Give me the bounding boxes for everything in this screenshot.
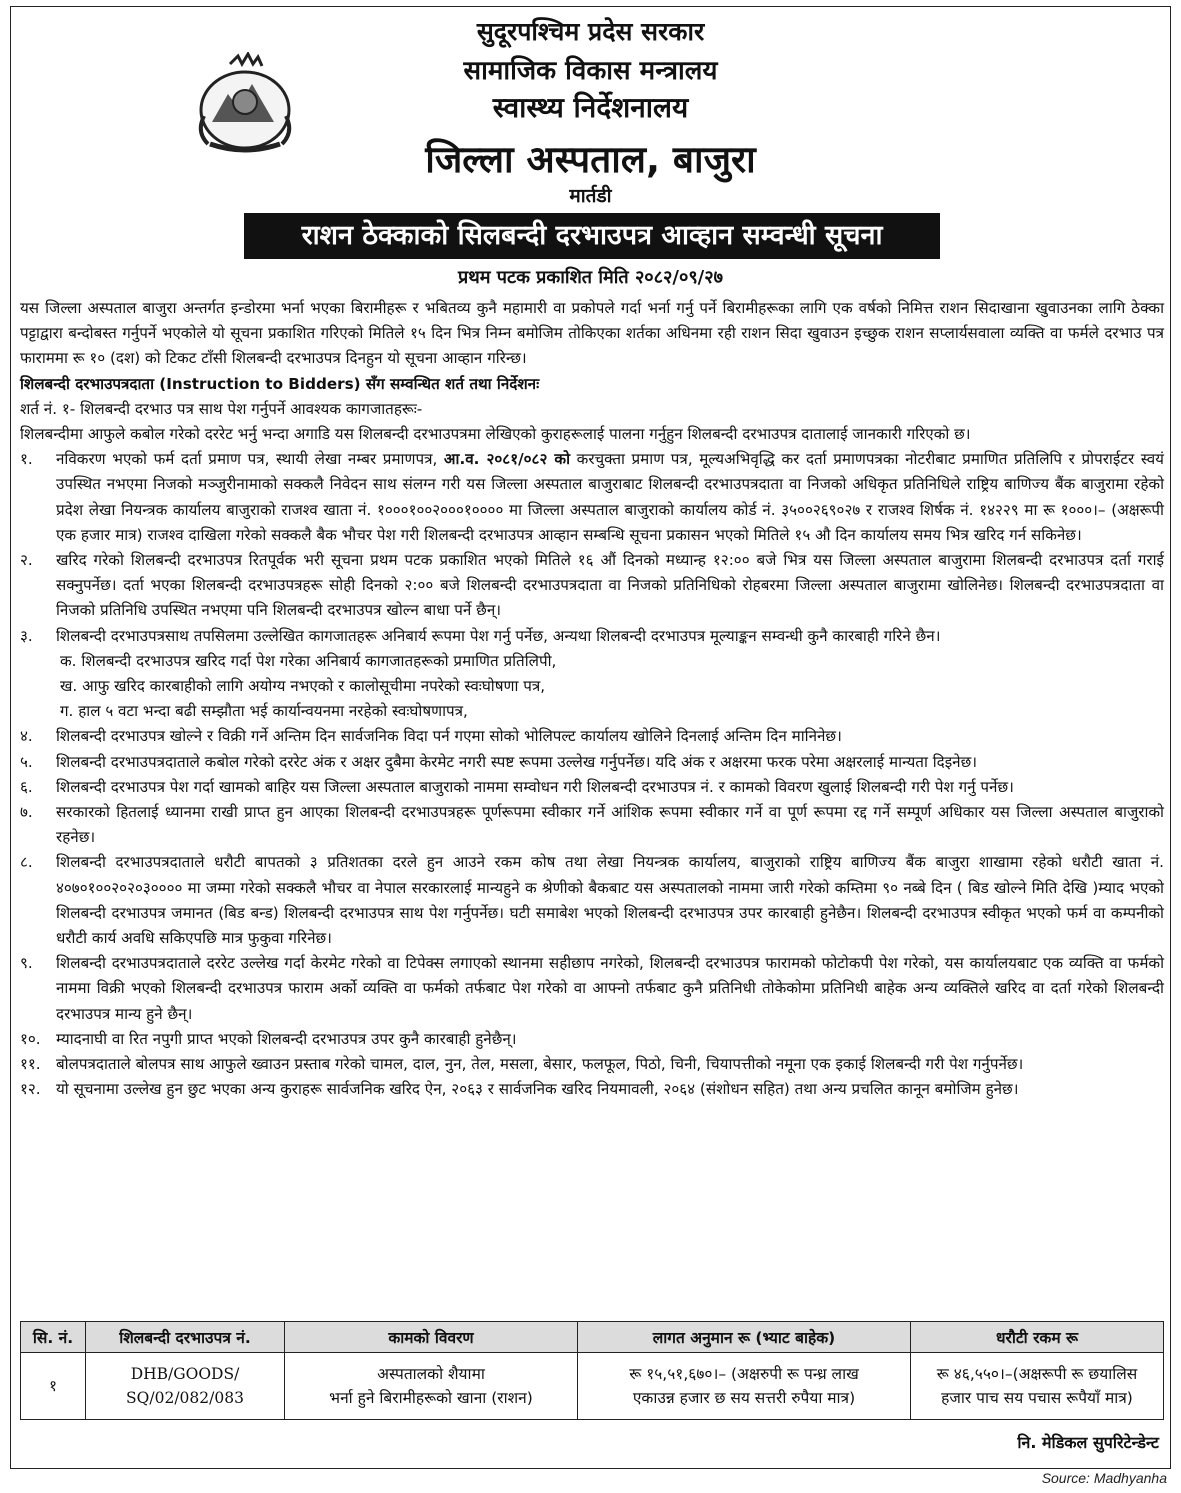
item-number: ११.: [20, 1055, 41, 1074]
list-item: [20, 1027, 1164, 1052]
sub-item: ग. हाल ५ वटा भन्दा बढी सम्झौता भई कार्यान्वयनमा नरहेको स्वःघोषणापत्र,: [60, 702, 468, 721]
item-number: ३.: [20, 626, 33, 645]
col-bid-number: शिलबन्दी दरभाउपत्र नं.: [86, 1322, 285, 1353]
item-number: २.: [20, 551, 33, 570]
item-text: म्यादनाघी वा रित नपुगी प्राप्त भएको शिलबन्दी दरभाउपत्र उपर कुनै कारबाही हुनेछैन्।: [56, 1029, 517, 1048]
cell-bid-number: DHB/GOODS/ SQ/02/082/083: [86, 1353, 285, 1420]
table-row: [21, 1353, 1164, 1420]
col-work-description: कामको विवरण: [285, 1322, 578, 1353]
header-ministry: सामाजिक विकास मन्त्रालय: [463, 56, 718, 86]
list-item: [20, 1077, 1164, 1102]
item-text: यो सूचनामा उल्लेख हुन छुट भएका अन्य कुराहरू सार्वजनिक खरिद ऐन, २०६३ र सार्वजनिक खरिद नियमावली, २०६४ (संशोधन सहित) तथा अन्य प्रचलित कानून बमोजिम हुनेछ।: [56, 1080, 1019, 1099]
item-number: ७.: [20, 803, 33, 822]
item-number: ९.: [20, 954, 33, 973]
sub-item: क. शिलबन्दी दरभाउपत्र खरिद गर्दा पेश गरेका अनिबार्य कागजातहरूको प्रमाणित प्रतिलिपी,: [60, 651, 557, 670]
item-text: सरकारको हितलाई ध्यानमा राखी प्राप्त हुन आएका शिलबन्दी दरभाउपत्रहरू पूर्णरूपमा स्वीकार गर्ने आंशिक रूपमा स्वीकार गर्ने वा पूर्ण रूपमा रद्द गर्ने सम्पूर्ण अधिकार यस जिल्ला अस्पताल बाजुराको रहनेछ।: [56, 803, 1164, 847]
col-sn: सि. नं.: [21, 1322, 86, 1353]
item-number: ४.: [20, 727, 33, 746]
signature-title: नि. मेडिकल सुपरिटेन्डेन्ट: [1017, 1433, 1159, 1452]
item-number: १२.: [20, 1080, 41, 1099]
list-item: [20, 447, 1164, 548]
list-item: [20, 850, 1164, 951]
instructions-heading: शिलबन्दी दरभाउपत्रदाता (Instruction to Bidders) सँग सम्वन्धित शर्त तथा निर्देशनः: [20, 374, 540, 393]
source-credit: Source: Madhyanha: [1041, 1470, 1167, 1486]
publication-date: प्रथम पटक प्रकाशित मिति २०८२/०९/२७: [458, 267, 723, 288]
cell-deposit: रू ४६,५५०।–(अक्षरूपी रू छयालिस हजार पाच सय पचास रूपैयाँ मात्र): [911, 1353, 1164, 1420]
list-item: [20, 624, 1164, 649]
list-item: [20, 724, 1164, 749]
col-deposit: धरौटी रकम रू: [911, 1322, 1164, 1353]
item-text: शिलबन्दी दरभाउपत्रदाताले धरौटी बापतको ३ प्रतिशतका दरले हुन आउने रकम कोष तथा लेखा नियन्त्रक कार्यालय, बाजुराको राष्ट्रिय बाणिज्य बैंक बाजुरा शाखामा रहेको धरौटी खाता नं. ४०७०१००२०२०३०००० मा जम्मा गरेको सक्कलै भौचर वा नेपाल सरकारलाई मान्यहुने क श्रेणीको बैकबाट यस अस्पतालको नाममा जारी गरेको कम्तिमा ९० नब्बे दिन ( बिड खोल्ने मिति देखि )म्याद भएको शिलबन्दी दरभाउपत्र जमानत (बिड बन्ड) शिलबन्दी दरभाउपत्र साथ पेश गर्नुपर्नेछ। घटी समाबेश भएको शिलबन्दी दरभाउपत्र उपर कारबाही हुनेछैन। शिलबन्दी दरभाउपत्र स्वीकृत भएको फर्म वा कम्पनीको धरौटी कार्य अवधि सकिएपछि मात्र फुकुवा गरिनेछ।: [56, 853, 1164, 948]
item-text: शिलबन्दी दरभाउपत्रसाथ तपसिलमा उल्लेखित कागजातहरू अनिबार्य रूपमा पेश गर्नु पर्नेछ, अन्यथा शिलबन्दी दरभाउपत्र मूल्याङ्कन सम्वन्धी कुनै कारबाही गरिने छैन।: [56, 626, 941, 645]
condition-1-heading: शर्त नं. १- शिलबन्दी दरभाउ पत्र साथ पेश गर्नुपर्ने आवश्यक कागजातहरूः-: [20, 399, 423, 418]
fiscal-year: आ.व. २०८१/०८२ को: [443, 450, 571, 469]
cell-sn: १: [21, 1353, 86, 1420]
item-text: नविकरण भएको फर्म दर्ता प्रमाण पत्र, स्थायी लेखा नम्बर प्रमाणपत्र, आ.व. २०८१/०८२ को करचुक्ता प्रमाण पत्र, मूल्यअभिवृद्धि कर दर्ता प्रमाणपत्रका नोटरीबाट प्रमाणित प्रतिलिपि र प्रोपराईटर स्वयं उपस्थित नभएमा निजको मञ्जुरीनामाको सक्कलै निवेदन साथ संलग्न गरी यस जिल्ला अस्पताल बाजुराबाट शिलबन्दी दरभाउपत्रदाता वा निजको अधिकृत प्रतिनिधिले राष्ट्रिय बाणिज्य बैंक बाजुरामा रहेको प्रदेश लेखा नियन्त्रक कार्यालय बाजुराको राजश्व खाता नं. १०००१००२०००१०००० मा जिल्ला अस्पताल बाजुराको कार्यालय कोर्ड नं. ३५००२६९०२७ र राजश्व शिर्षक नं. १४२२९ मा रू १०००।– (अक्षरूपी एक हजार मात्र) राजश्व दाखिला गरेको सक्कलै बैक भौचर पेश गरी शिलबन्दी दरभाउपत्र आव्हान सम्बन्धि सूचना प्रकासन भएको मितिले १५ औ दिन कार्यालय समय भित्र खरिद गर्न सकिनेछ।: [56, 450, 1164, 544]
col-cost-estimate: लागत अनुमान रू (भ्याट बाहेक): [578, 1322, 911, 1353]
item-number: ५.: [20, 752, 33, 771]
list-item: [20, 750, 1164, 775]
item-text: शिलबन्दी दरभाउपत्र पेश गर्दा खामको बाहिर यस जिल्ला अस्पताल बाजुराको नाममा सम्वोधन गरी शिलबन्दी दरभाउपत्र नं. र कामको विवरण खुलाई शिलबन्दी गरी पेश गर्नु पर्नेछ।: [56, 777, 1014, 796]
header-directorate: स्वास्थ्य निर्देशनालय: [492, 91, 689, 124]
list-item: [20, 548, 1164, 624]
sub-item: ख. आफु खरिद कारबाहीको लागि अयोग्य नभएको र कालोसूचीमा नपरेको स्वःघोषणा पत्र,: [60, 677, 546, 696]
table-header-row: [21, 1322, 1164, 1353]
header-hospital: जिल्ला अस्पताल, बाजुरा: [425, 138, 756, 181]
header-location: मार्तडी: [569, 185, 612, 207]
general-note: शिलबन्दीमा आफुले कबोल गरेको दररेट भर्नु भन्दा अगाडि यस शिलबन्दी दरभाउपत्रमा लेखिएको कुराहरूलाई पालना गर्नुहुन शिलबन्दी दरभाउपत्र दातालाई जानकारी गरिएको छ।: [20, 425, 971, 444]
item-number: १.: [20, 450, 33, 469]
tender-table: [20, 1321, 1164, 1420]
item-number: १०.: [20, 1029, 41, 1048]
list-item: [20, 775, 1164, 800]
cell-work-description: अस्पतालको शैयामा भर्ना हुने बिरामीहरूको खाना (राशन): [285, 1353, 578, 1420]
item-text: खरिद गरेको शिलबन्दी दरभाउपत्र रितपूर्वक भरी सूचना प्रथम पटक प्रकाशित भएको मितिले १६ औं दिनको मध्यान्ह १२:०० बजे भित्र यस जिल्ला अस्पताल बाजुरामा शिलबन्दी दरभाउपत्र दर्ता गराई सक्नुपर्नेछ। दर्ता भएका शिलबन्दी दरभाउपत्रहरू सोही दिनको २:०० बजे शिलबन्दी दरभाउपत्रदाता वा निजको प्रतिनिधिको रोहबरमा जिल्ला अस्पताल बाजुरामा खोलिनेछ। शिलबन्दी दरभाउपत्रदाता वा निजको प्रतिनिधि उपस्थित नभएमा पनि शिलबन्दी दरभाउपत्र खोल्न बाधा पर्ने छैन्।: [56, 551, 1164, 620]
notice-title-banner: राशन ठेक्काको सिलबन्दी दरभाउपत्र आव्हान सम्वन्धी सूचना: [244, 213, 940, 259]
header-province: सुदूरपश्चिम प्रदेस सरकार: [476, 17, 705, 46]
item-text: शिलबन्दी दरभाउपत्र खोल्ने र विक्री गर्ने अन्तिम दिन सार्वजनिक विदा पर्न गएमा सोको भोलिपल्ट कार्यालय खोलिने दिनलाई अन्तिम दिन मानिनेछ।: [56, 727, 842, 746]
item-number: ६.: [20, 777, 33, 796]
item-text: शिलबन्दी दरभाउपत्रदाताले कबोल गरेको दररेट अंक र अक्षर दुबैमा केरमेट नगरी स्पष्ट रूपमा उल्लेख गर्नुपर्नेछ। यदि अंक र अक्षरमा फरक परेमा अक्षरलाई मान्यता दिइनेछ।: [56, 752, 977, 771]
item-text: शिलबन्दी दरभाउपत्रदाताले दररेट उल्लेख गर्दा केरमेट गरेको वा टिपेक्स लगाएको स्थानमा सहीछाप नगरेको, शिलबन्दी दरभाउपत्र फारामको फोटोकपी पेश गरेको, यस कार्यालयबाट एक व्यक्ति वा फर्मको नाममा विक्री भएको शिलबन्दी दरभाउपत्र फाराम अर्को व्यक्ति वा फर्मको तर्फबाट पेश गरेको वा आफ्नो तर्फबाट कुनै प्रतिनिधी तोकेकोमा प्रतिनिधी बाहेक अन्य व्यक्तिले खरिद वा दर्ता गरेको शिलबन्दी दरभाउपत्र मान्य हुने छैन्।: [56, 954, 1164, 1023]
item-number: ८.: [20, 853, 33, 872]
list-item: [20, 800, 1164, 850]
list-item: [20, 1052, 1164, 1077]
cell-cost-estimate: रू १५,५१,६७०।– (अक्षरुपी रू पन्ध्र लाख एकाउन्न हजार छ सय सत्तरी रुपैया मात्र): [578, 1353, 911, 1420]
item-text: बोलपत्रदाताले बोलपत्र साथ आफुले ख्वाउन प्रस्ताब गरेको चामल, दाल, नुन, तेल, मसला, बेसार, फलफूल, पिठो, चिनी, चियापत्तीको नमूना एक इकाई शिलबन्दी गरी पेश गर्नुपर्नेछ।: [56, 1055, 1024, 1074]
list-item: [20, 951, 1164, 1027]
notice-body: [20, 296, 1164, 1103]
intro-paragraph: यस जिल्ला अस्पताल बाजुरा अन्तर्गत इन्डोरमा भर्ना भएका बिरामीहरू र भबितव्य कुनै महामारी वा प्रकोपले गर्दा भर्ना गर्नु पर्ने बिरामीहरूका लागि एक वर्षको निमित्त राशन सिदाखाना खुवाउनका लागि ठेक्का पट्टाद्वारा बन्दोबस्त गर्नुपर्ने भएकोले यो सूचना प्रकाशित गरिएको मितिले १५ दिन भित्र निम्न बमोजिम तोकिएका शर्तका अधिनमा रही राशन सिदा खुवाउन इच्छुक राशन सप्लार्यसवाला व्यक्ति वा फर्मले दरभाउ पत्र फाराममा रू १० (दश) को टिकट टाँसी शिलबन्दी दरभाउपत्र दिनहुन यो सूचना आव्हान गरिन्छ।: [20, 299, 1164, 368]
